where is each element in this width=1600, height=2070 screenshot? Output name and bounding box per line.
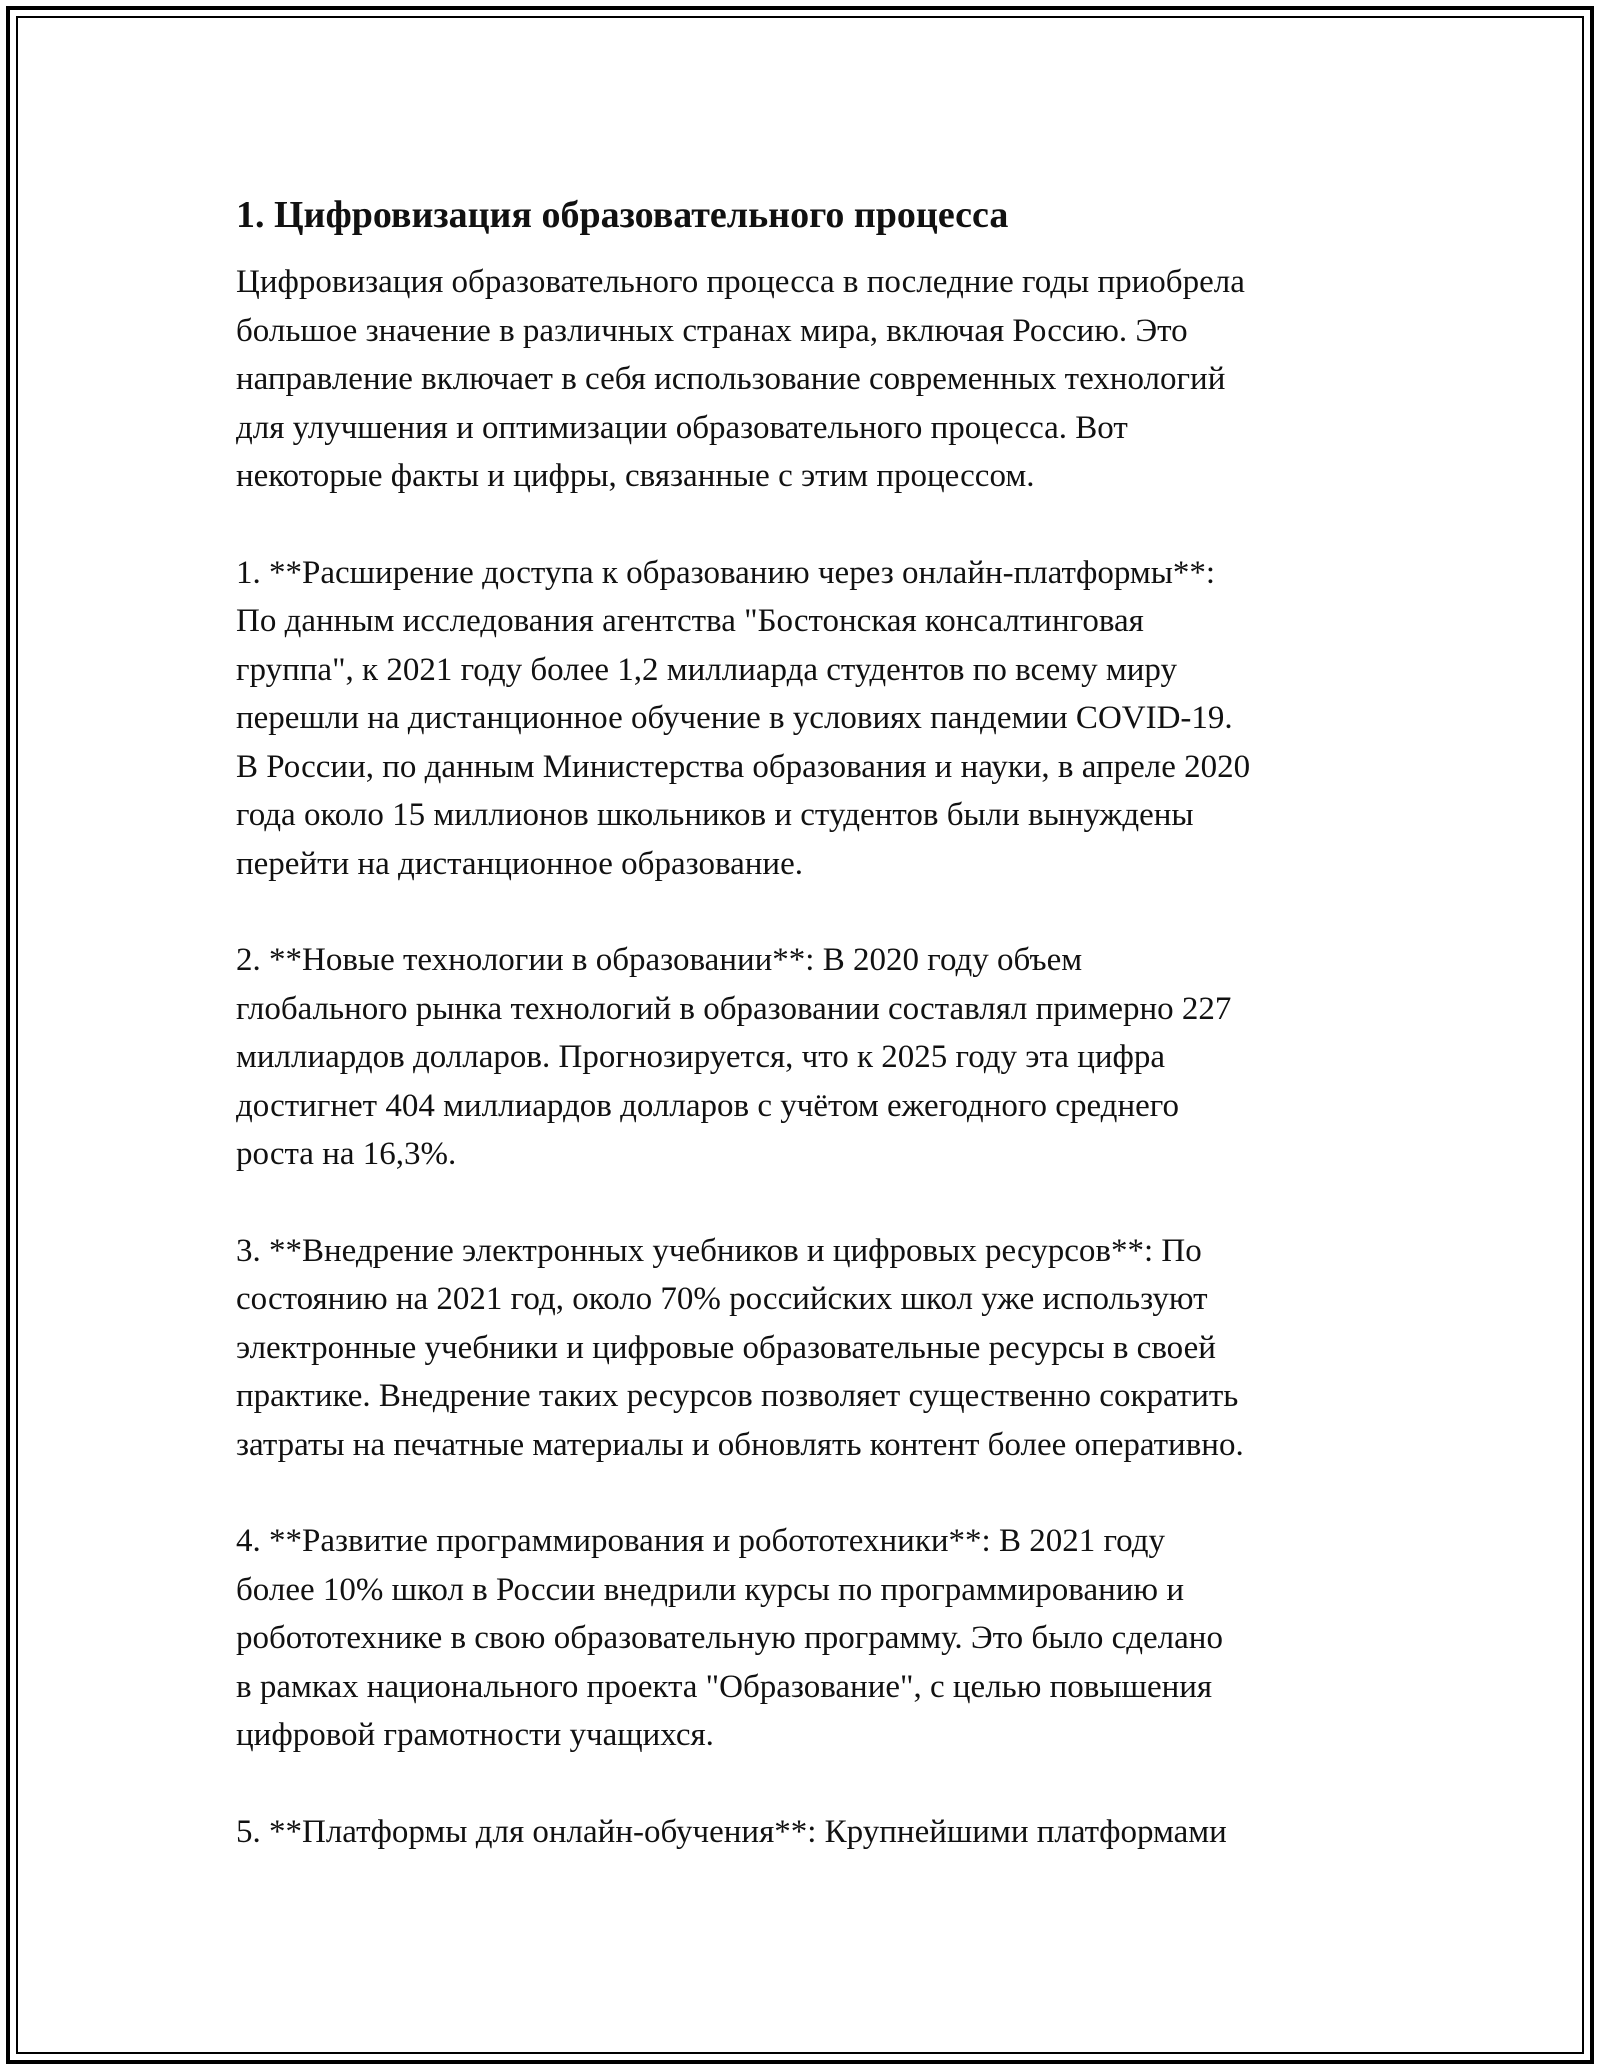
- text-line: в рамках национального проекта "Образование", с целью повышения: [236, 1668, 1213, 1705]
- text-line: 3. **Внедрение электронных учебников и цифровых ресурсов**: По: [236, 1232, 1202, 1269]
- list-item-1: [236, 549, 1386, 889]
- text-line: цифровой грамотности учащихся.: [236, 1717, 714, 1753]
- text-line: 1. **Расширение доступа к образованию через онлайн-платформы**:: [236, 554, 1216, 591]
- text-line: состоянию на 2021 год, около 70% российских школ уже используют: [236, 1281, 1208, 1317]
- text-line: более 10% школ в России внедрили курсы по программированию и: [236, 1571, 1184, 1608]
- text-line: электронные учебники и цифровые образовательные ресурсы в своей: [236, 1329, 1216, 1366]
- list-item-4: [236, 1517, 1386, 1760]
- text-line: роста на 16,3%.: [236, 1136, 457, 1172]
- text-line: По данным исследования агентства "Бостонская консалтинговая: [236, 603, 1144, 639]
- list-item-5: [236, 1808, 1386, 1857]
- text-line: 4. **Развитие программирования и робототехники**: В 2021 году: [236, 1523, 1166, 1559]
- text-line: перешли на дистанционное обучение в условиях пандемии COVID-19.: [236, 700, 1233, 736]
- text-line: 5. **Платформы для онлайн-обучения**: Крупнейшими платформами: [236, 1813, 1227, 1850]
- list-item-2: [236, 936, 1386, 1179]
- text-line: для улучшения и оптимизации образовательного процесса. Вот: [236, 409, 1128, 446]
- list-item-3: [236, 1227, 1386, 1470]
- text-line: робототехнике в свою образовательную программу. Это было сделано: [236, 1620, 1223, 1656]
- text-line: 2. **Новые технологии в образовании**: В 2020 году объем: [236, 942, 1083, 978]
- document-body: [236, 188, 1386, 1904]
- section-title: 1. Цифровизация образовательного процесса: [236, 194, 1009, 236]
- text-line: года около 15 миллионов школьников и студентов были вынуждены: [236, 797, 1194, 833]
- text-line: достигнет 404 миллиардов долларов с учётом ежегодного среднего: [236, 1087, 1179, 1124]
- intro-paragraph: [236, 258, 1386, 501]
- text-line: некоторые факты и цифры, связанные с этим процессом.: [236, 458, 1035, 494]
- text-line: затраты на печатные материалы и обновлять контент более оперативно.: [236, 1426, 1244, 1463]
- text-line: перейти на дистанционное образование.: [236, 845, 803, 882]
- text-line: большое значение в различных странах мира, включая Россию. Это: [236, 312, 1188, 349]
- text-line: группа", к 2021 году более 1,2 миллиарда студентов по всему миру: [236, 651, 1177, 688]
- text-line: практике. Внедрение таких ресурсов позволяет существенно сократить: [236, 1378, 1239, 1414]
- text-line: направление включает в себя использование современных технологий: [236, 361, 1226, 397]
- text-line: миллиардов долларов. Прогнозируется, что к 2025 году эта цифра: [236, 1039, 1166, 1075]
- text-line: В России, по данным Министерства образования и науки, в апреле 2020: [236, 748, 1251, 785]
- text-line: Цифровизация образовательного процесса в последние годы приобрела: [236, 264, 1245, 300]
- text-line: глобального рынка технологий в образовании составлял примерно 227: [236, 990, 1232, 1027]
